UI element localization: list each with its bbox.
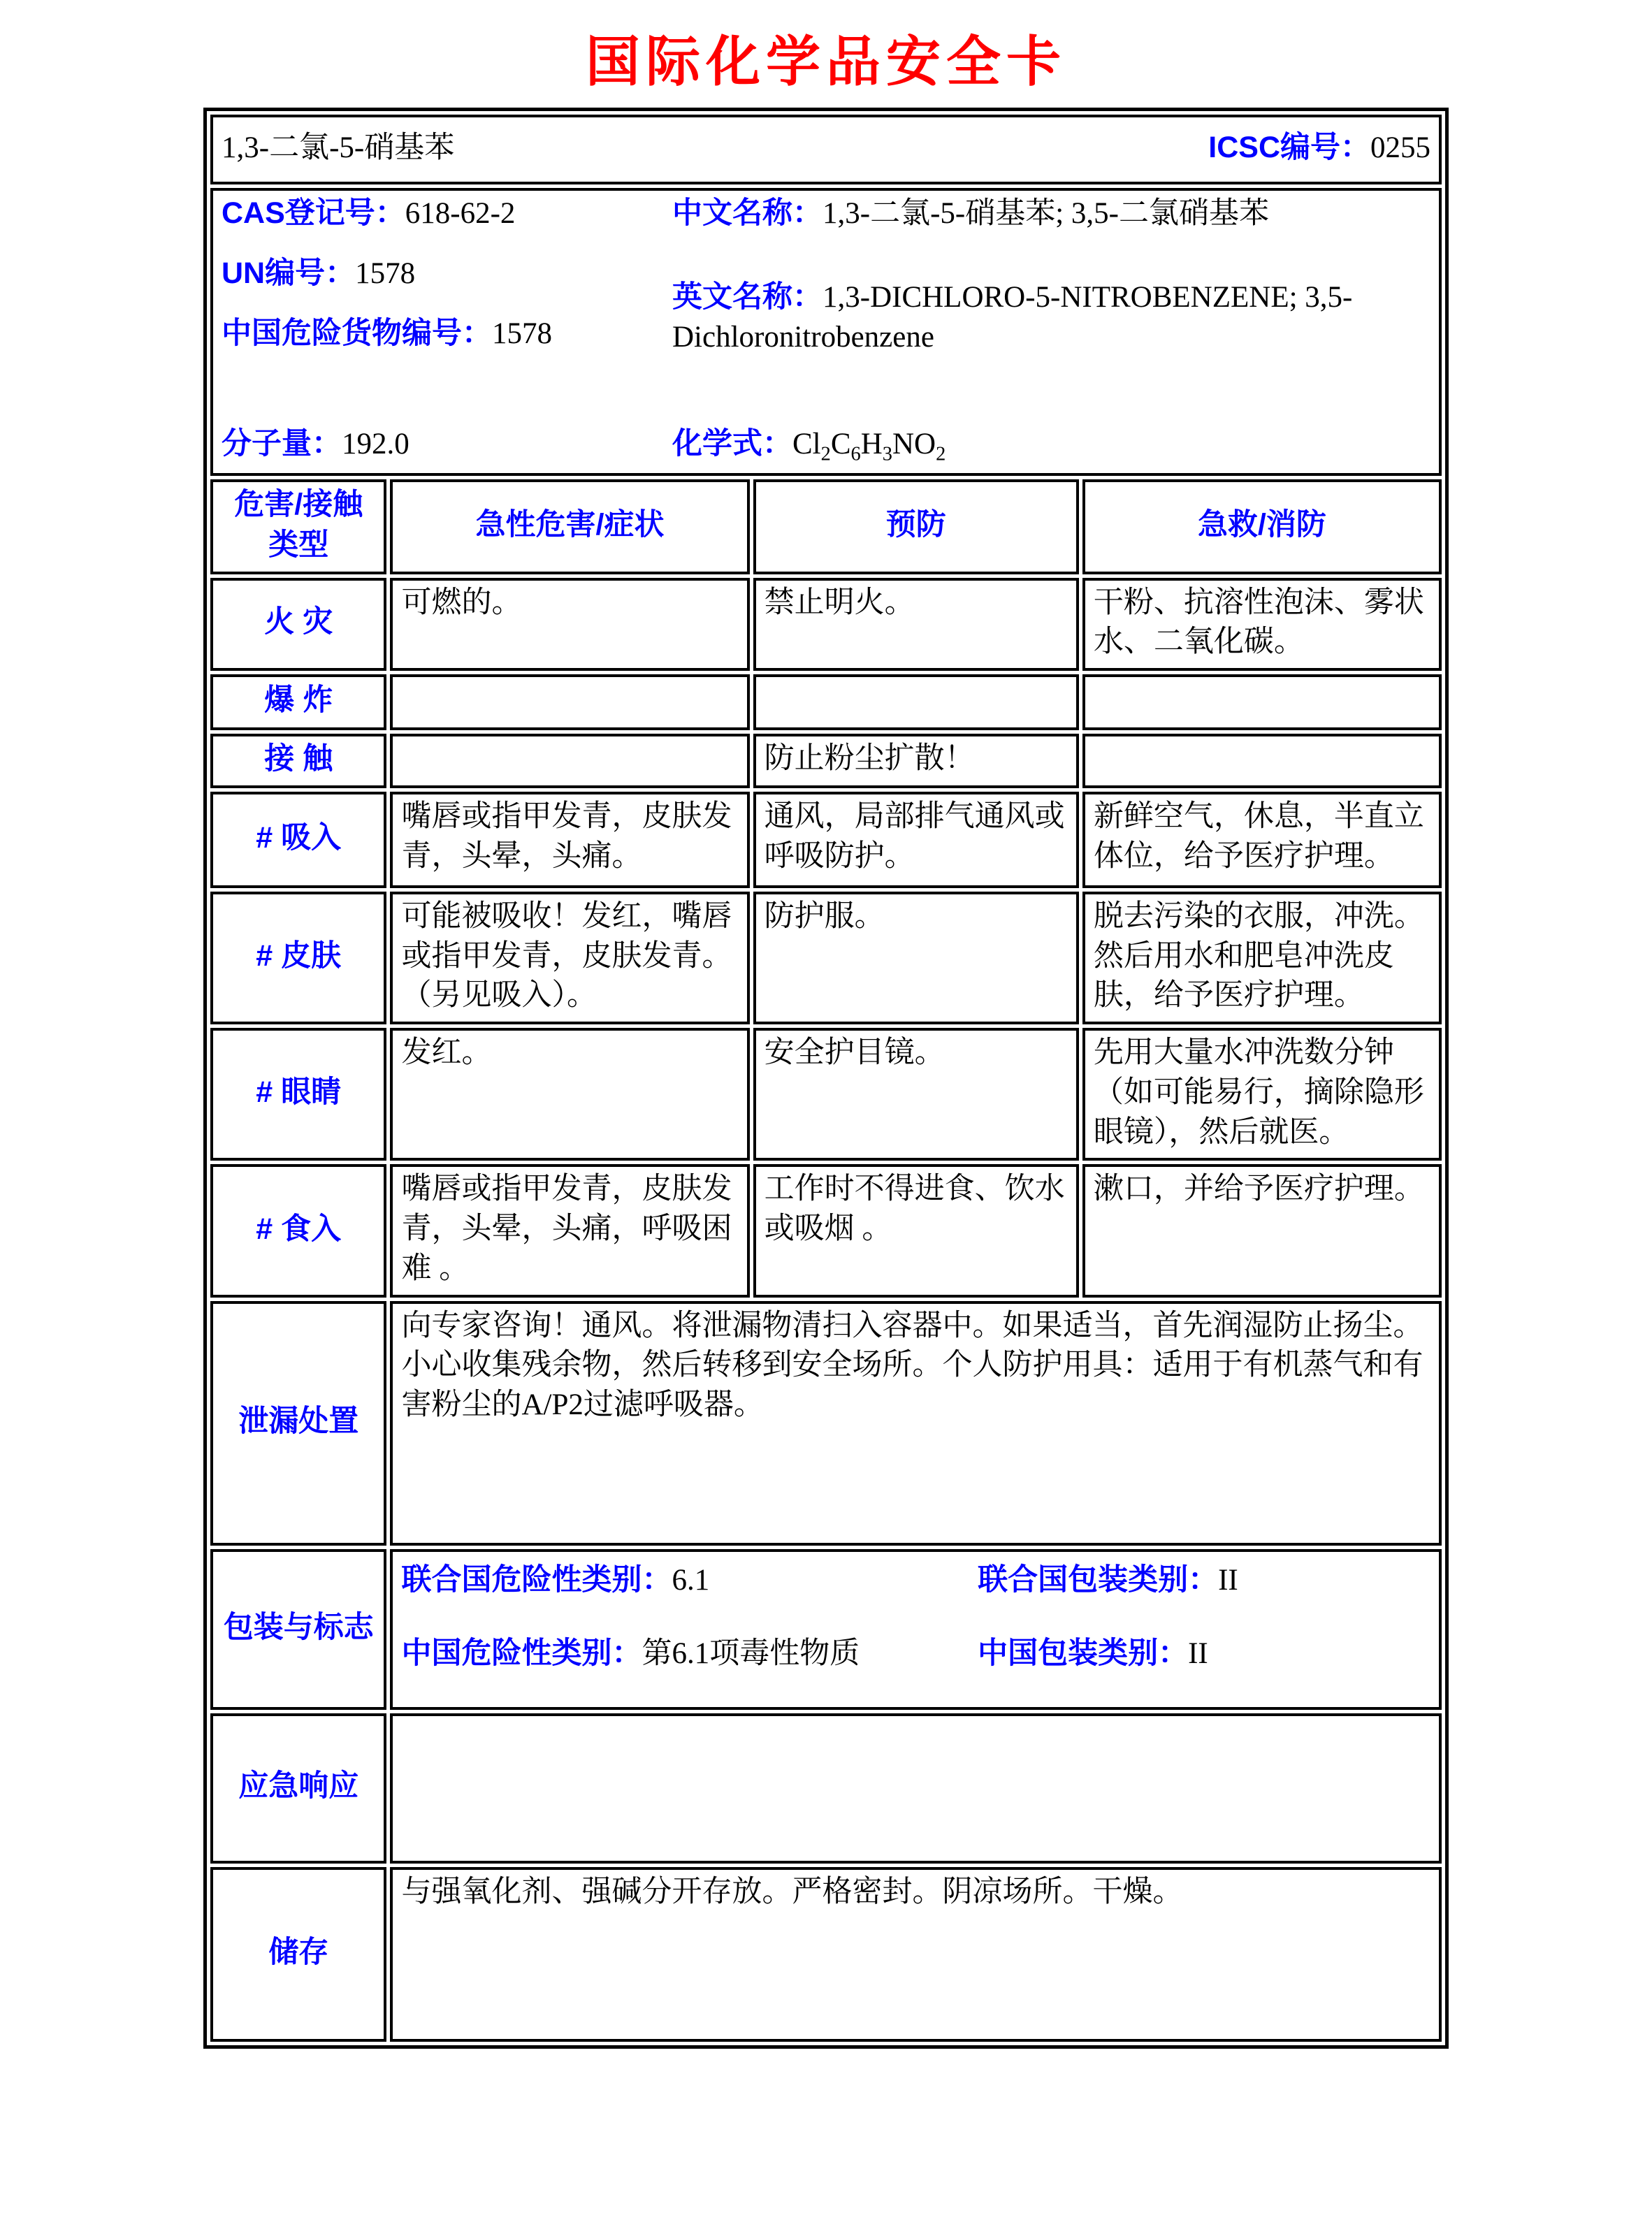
hazard-row-ingestion	[210, 1164, 1442, 1297]
hazard-row-skin	[210, 892, 1442, 1024]
safety-card-table	[203, 108, 1449, 2049]
hazard-row-explosion	[210, 674, 1442, 730]
row-label: # 皮肤	[210, 892, 386, 1024]
formula-label: 化学式：	[672, 426, 792, 460]
row-label: 爆 炸	[210, 674, 386, 730]
icsc-value: 0255	[1370, 131, 1430, 165]
cell-firstaid: 脱去污染的衣服，冲洗。然后用水和肥皂冲洗皮肤，给予医疗护理。	[1082, 892, 1442, 1024]
header-cell-type: 危害/接触 类型	[210, 479, 386, 574]
cell-symptoms	[390, 674, 749, 730]
un-pack-group-label: 联合国包装类别：	[978, 1562, 1219, 1597]
cell-firstaid	[1082, 674, 1442, 730]
cell-firstaid: 新鲜空气，休息，半直立体位，给予医疗护理。	[1082, 792, 1442, 888]
hazard-row-contact	[210, 734, 1442, 788]
china-dg-label: 中国危险货物编号：	[222, 316, 492, 350]
cas-label: CAS登记号：	[222, 196, 405, 230]
icsc-number-block	[1208, 128, 1430, 168]
china-dg-value: 1578	[492, 317, 552, 350]
cn-name-value: 1,3-二氯-5-硝基苯; 3,5-二氯硝基苯	[823, 197, 1269, 230]
cn-hazard-class-value: 第6.1项毒性物质	[642, 1637, 860, 1671]
hazard-row-inhalation	[210, 792, 1442, 888]
cell-symptoms: 可能被吸收！发红，嘴唇或指甲发青，皮肤发青。（另见吸入）。	[390, 892, 749, 1024]
row-label: # 吸入	[210, 792, 386, 888]
header-cell-prevention: 预防	[753, 479, 1079, 574]
row-label: 应急响应	[210, 1713, 386, 1864]
un-label: UN编号：	[222, 256, 356, 290]
hazard-row-eyes	[210, 1028, 1442, 1161]
packaging-content	[390, 1549, 1442, 1710]
cn-hazard-class-label: 中国危险性类别：	[401, 1636, 642, 1671]
icsc-label: ICSC编号：	[1208, 131, 1370, 165]
section-row-packaging	[210, 1549, 1442, 1710]
section-row-storage	[210, 1867, 1442, 2042]
row-label: # 眼睛	[210, 1028, 386, 1161]
cell-symptoms: 可燃的。	[390, 578, 749, 671]
identity-row	[210, 188, 1442, 476]
en-name-label: 英文名称：	[672, 280, 823, 314]
chemical-name: 1,3-二氯-5-硝基苯	[222, 131, 455, 165]
en-name-value: 1,3-DICHLORO-5-NITROBENZENE; 3,5-Dichloronitrobenzene	[672, 280, 1353, 354]
page-title: 国际化学品安全卡	[585, 31, 1066, 92]
cell-symptoms	[390, 734, 749, 788]
section-row-emergency	[210, 1713, 1442, 1864]
un-pack-group-value: II	[1218, 1563, 1238, 1597]
cell-prevention: 通风，局部排气通风或呼吸防护。	[753, 792, 1079, 888]
chemical-formula: $Cl_2C_6H_3NO_2$	[792, 427, 946, 465]
cell-prevention: 防护服。	[753, 892, 1079, 1024]
cn-pack-group-label: 中国包装类别：	[978, 1636, 1189, 1671]
identifier-list	[222, 194, 672, 373]
hazard-row-fire	[210, 578, 1442, 671]
title-row	[210, 115, 1442, 184]
row-label: 泄漏处置	[210, 1301, 386, 1546]
header-cell-firstaid: 急救/消防	[1082, 479, 1442, 574]
mw-label: 分子量：	[222, 426, 342, 460]
un-hazard-class-value: 6.1	[672, 1563, 710, 1597]
row-label: 包装与标志	[210, 1549, 386, 1710]
row-label: 接 触	[210, 734, 386, 788]
name-list	[672, 194, 1430, 373]
cell-symptoms: 嘴唇或指甲发青，皮肤发青，头晕，头痛，呼吸困难 。	[390, 1164, 749, 1297]
storage-content: 与强氧化剂、强碱分开存放。严格密封。阴凉场所。干燥。	[390, 1867, 1442, 2042]
emergency-content	[390, 1713, 1442, 1864]
section-row-spillage	[210, 1301, 1442, 1546]
row-label: 火 灾	[210, 578, 386, 671]
cell-prevention: 防止粉尘扩散！	[753, 734, 1079, 788]
row-label: 储存	[210, 1867, 386, 2042]
spillage-content: 向专家咨询！通风。将泄漏物清扫入容器中。如果适当，首先润湿防止扬尘。小心收集残余物，然后转移到安全场所。个人防护用具：适用于有机蒸气和有害粉尘的A/P2过滤呼吸器。	[390, 1301, 1442, 1546]
mw-value: 192.0	[342, 427, 410, 460]
cell-firstaid: 漱口，并给予医疗护理。	[1082, 1164, 1442, 1297]
header-cell-symptoms: 急性危害/症状	[390, 479, 749, 574]
un-hazard-class-label: 联合国危险性类别：	[401, 1562, 672, 1597]
cell-symptoms: 嘴唇或指甲发青，皮肤发青，头晕，头痛。	[390, 792, 749, 888]
un-value: 1578	[355, 256, 416, 290]
hazard-header-row	[210, 479, 1442, 574]
cell-firstaid: 干粉、抗溶性泡沫、雾状水、二氧化碳。	[1082, 578, 1442, 671]
cell-prevention	[753, 674, 1079, 730]
cell-prevention: 禁止明火。	[753, 578, 1079, 671]
cell-firstaid	[1082, 734, 1442, 788]
cell-prevention: 安全护目镜。	[753, 1028, 1079, 1161]
cell-symptoms: 发红。	[390, 1028, 749, 1161]
cn-pack-group-value: II	[1188, 1637, 1208, 1671]
cas-value: 618-62-2	[405, 197, 516, 230]
cn-name-label: 中文名称：	[672, 196, 823, 230]
cell-prevention: 工作时不得进食、饮水或吸烟 。	[753, 1164, 1079, 1297]
cell-firstaid: 先用大量水冲洗数分钟（如可能易行，摘除隐形眼镜），然后就医。	[1082, 1028, 1442, 1161]
row-label: # 食入	[210, 1164, 386, 1297]
